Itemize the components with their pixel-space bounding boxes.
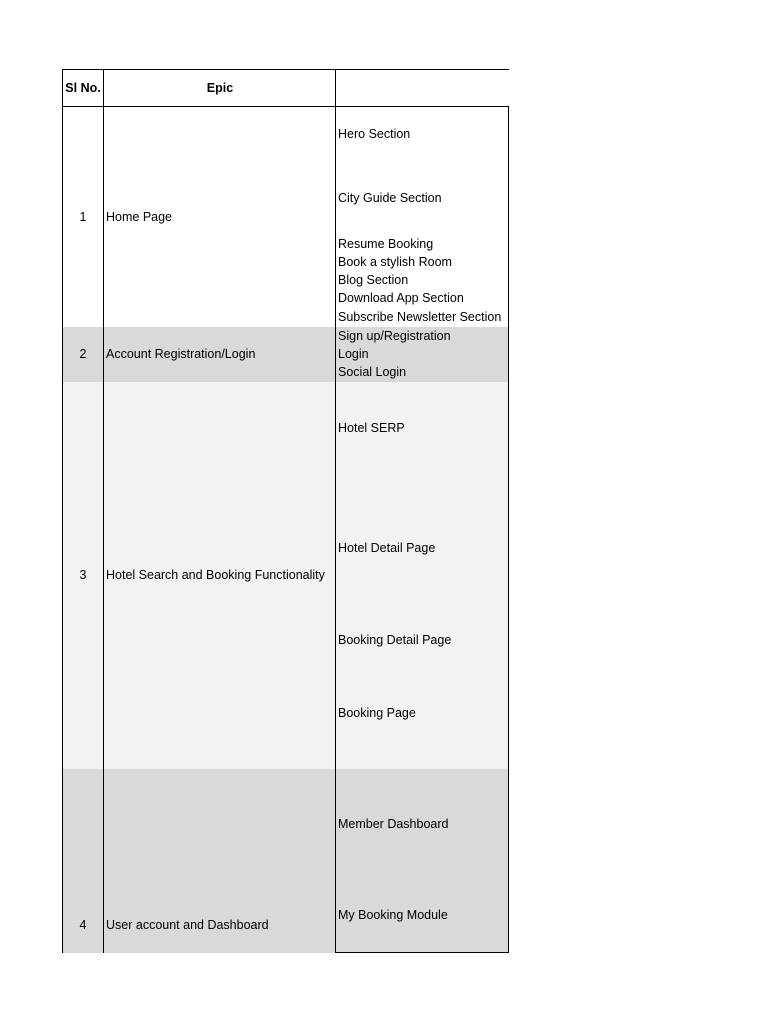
row-1-feature-1: Hero Section bbox=[335, 107, 509, 162]
row-1-feature-3: Resume Booking bbox=[335, 235, 509, 254]
row-3-sl-no: 3 bbox=[62, 382, 104, 770]
row-4-feature-2: My Booking Module bbox=[335, 879, 509, 953]
row-4-sl-no: 4 bbox=[62, 769, 104, 953]
header-epic: Epic bbox=[104, 69, 336, 107]
spreadsheet-table bbox=[62, 69, 509, 953]
row-3-feature-4: Booking Page bbox=[335, 658, 509, 770]
row-1-sl-no: 1 bbox=[62, 107, 104, 328]
row-2-feature-3: Social Login bbox=[335, 363, 509, 383]
row-2-feature-2: Login bbox=[335, 345, 509, 364]
row-2-feature-1: Sign up/Registration bbox=[335, 327, 509, 346]
row-3-epic: Hotel Search and Booking Functionality bbox=[104, 382, 336, 770]
row-1-feature-4: Book a stylish Room bbox=[335, 253, 509, 272]
row-3-feature-2: Hotel Detail Page bbox=[335, 474, 509, 623]
row-1-feature-5: Blog Section bbox=[335, 271, 509, 290]
row-1-feature-2: City Guide Section bbox=[335, 161, 509, 236]
row-1-epic: Home Page bbox=[104, 107, 336, 328]
row-2-epic: Account Registration/Login bbox=[104, 327, 336, 383]
row-4-epic: User account and Dashboard bbox=[104, 769, 336, 953]
row-1-feature-7: Subscribe Newsletter Section bbox=[335, 307, 509, 328]
header-feature bbox=[335, 69, 509, 107]
row-1-feature-6: Download App Section bbox=[335, 289, 509, 308]
header-sl-no: Sl No. bbox=[62, 69, 104, 107]
row-2-sl-no: 2 bbox=[62, 327, 104, 383]
row-3-feature-3: Booking Detail Page bbox=[335, 622, 509, 659]
row-3-feature-1: Hotel SERP bbox=[335, 382, 509, 475]
row-4-feature-1: Member Dashboard bbox=[335, 769, 509, 880]
